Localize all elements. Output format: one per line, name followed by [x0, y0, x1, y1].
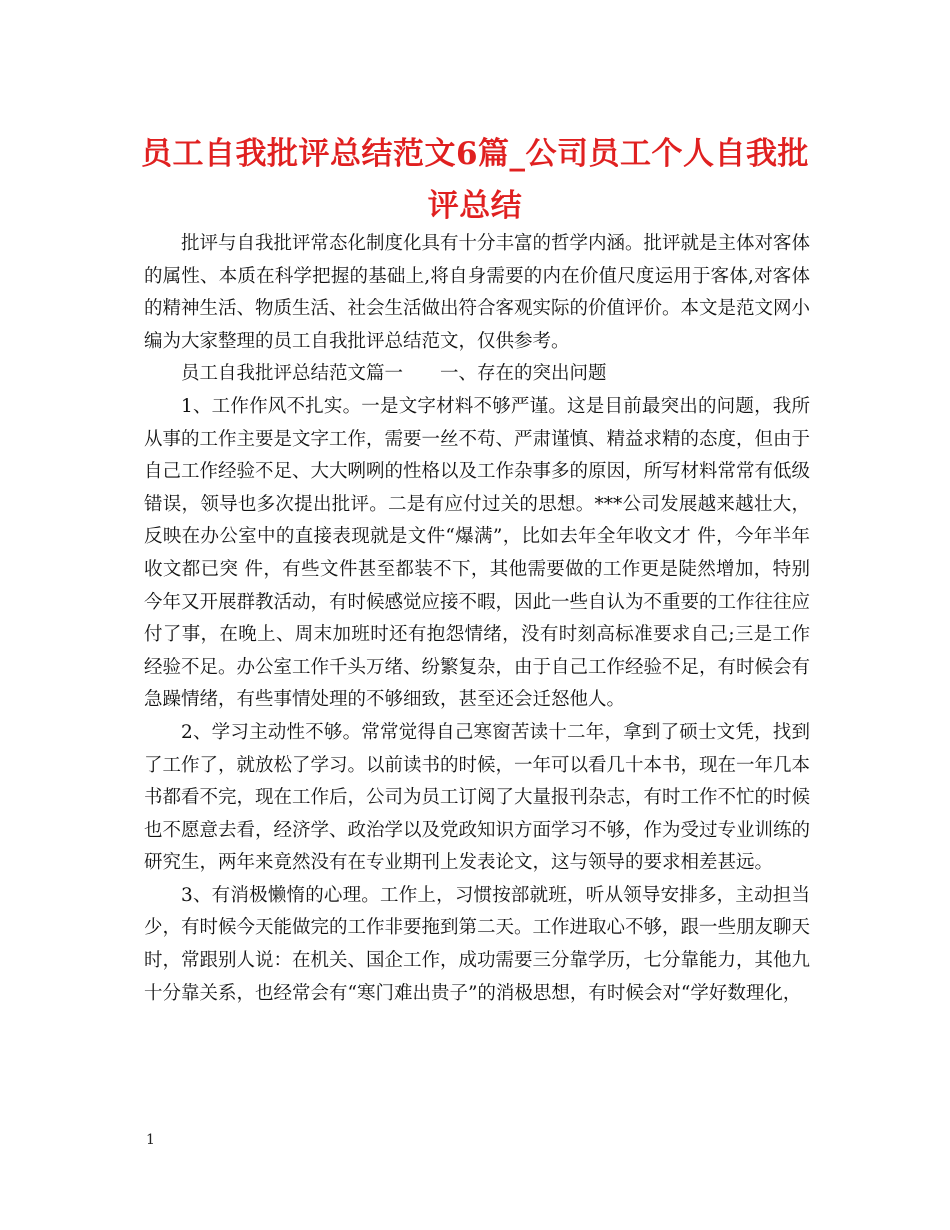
paragraph-point-1: 1、工作作风不扎实。一是文字材料不够严谨。这是目前最突出的问题，我所从事的工作主要是文字工作，需要一丝不苟、严肃谨慎、精益求精的态度，但由于自己工作经验不足、大大咧咧的性格以及工作杂事多的原因，所写材料常常有低级错误，领导也多次提出批评。二是有应付过关的思想。***公司发展越来越壮大，反映在办公室中的直接表现就是文件“爆满”，比如去年全年收文才 件，今年半年收文都已突 件，有些文件甚至都装不下，其他需要做的工作更是陡然增加，特别今年又开展群教活动，有时候感觉应接不暇，因此一些自认为不重要的工作往往应付了事，在晚上、周末加班时还有抱怨情绪，没有时刻高标准要求自己;三是工作经验不足。办公室工作千头万绪、纷繁复杂，由于自己工作经验不足，有时候会有急躁情绪，有些事情处理的不够细致，甚至还会迁怒他人。: [144, 395, 811, 711]
paragraph-intro: 批评与自我批评常态化制度化具有十分丰富的哲学内涵。批评就是主体对客体的属性、本质在科学把握的基础上,将自身需要的内在价值尺度运用于客体,对客体的精神生活、物质生活、社会生活做出符合客观实际的价值评价。本文是范文网小编为大家整理的员工自我批评总结范文，仅供参考。: [144, 233, 811, 352]
document-body: [144, 228, 810, 1010]
document-title: 员工自我批评总结范文6篇_公司员工个人自我批评总结: [140, 136, 810, 224]
page-number: 1: [146, 1132, 155, 1148]
paragraph-section-heading: 员工自我批评总结范文篇一 一、存在的突出问题: [181, 363, 607, 385]
paragraph-point-2: 2、学习主动性不够。常常觉得自己寒窗苦读十二年，拿到了硕士文凭，找到了工作了，就放松了学习。以前读书的时候，一年可以看几十本书，现在一年几本书都看不完，现在工作后，公司为员工订阅了大量报刊杂志，有时工作不忙的时候也不愿意去看，经济学、政治学以及党政知识方面学习不够，作为受过专业训练的研究生，两年来竟然没有在专业期刊上发表论文，这与领导的要求相差甚远。: [144, 721, 811, 874]
paragraph-point-3: 3、有消极懒惰的心理。工作上，习惯按部就班，听从领导安排多，主动担当少，有时候今天能做完的工作非要拖到第二天。工作进取心不够，跟一些朋友聊天时，常跟别人说：在机关、国企工作，成功需要三分靠学历，七分靠能力，其他九十分靠关系，也经常会有“寒门难出贵子”的消极思想，有时候会对“学好数理化，: [144, 884, 811, 1004]
